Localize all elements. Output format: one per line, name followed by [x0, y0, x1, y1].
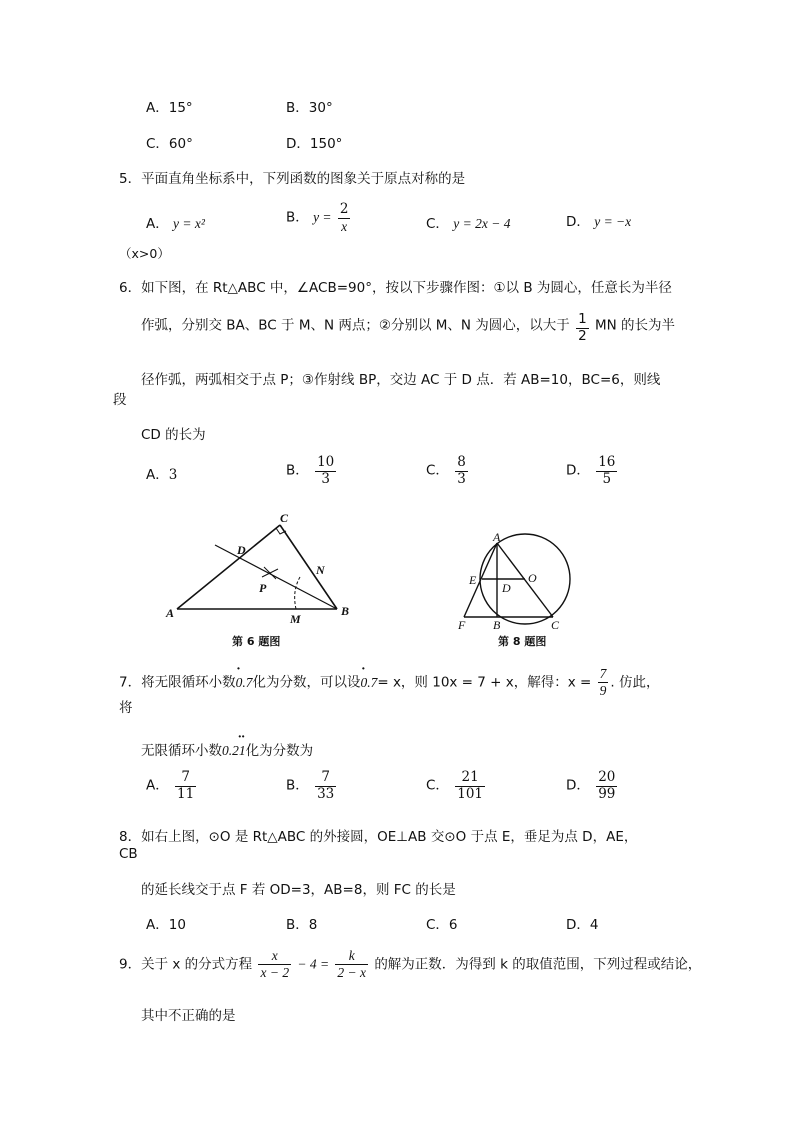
fig6-label-c: C: [280, 511, 289, 525]
q5-option-c: C． y = 2x − 4: [426, 216, 511, 232]
q4-option-d: D．150°: [286, 136, 343, 152]
fig8-label-d: D: [502, 581, 511, 595]
fig6-arc: [295, 577, 300, 609]
figure-8: [452, 528, 582, 650]
fig6-label-a: A: [166, 606, 175, 620]
q7-option-c: C． $\frac{21}{101}$: [426, 769, 484, 802]
q6-line3: 径作弧，两弧相交于点 P；③作射线 BP，交边 AC 于 D 点．若 AB=10，BC=6，则线: [141, 372, 661, 388]
q7-option-d: D． $\frac{20}{99}$: [566, 769, 616, 802]
fig8-caption: 第 8 题图: [498, 635, 547, 648]
fig6-label-b: B: [341, 604, 350, 618]
q8-line1: 8．如右上图，⊙O 是 Rt△ABC 的外接圆，OE⊥AB 交⊙O 于点 E，垂足为点 D，AE，: [119, 829, 638, 845]
fig6-label-n: N: [316, 563, 325, 577]
q5-option-b: B． y = $\frac{2}{x}$: [286, 201, 349, 234]
fig6-label-p: P: [259, 581, 267, 595]
q6-option-b: B． $\frac{10}{3}$: [286, 454, 335, 487]
q7-option-b: B． $\frac{7}{33}$: [286, 769, 335, 802]
q6-line1: 6．如下图，在 Rt△ABC 中，∠ACB=90°，按以下步骤作图：①以 B 为圆心，任意长为半径: [119, 280, 672, 296]
q6-line3b: 段: [113, 392, 127, 408]
fig6-caption: 第 6 题图: [232, 635, 281, 648]
q7-line1b: 将: [119, 700, 133, 716]
q6-option-a: A．3: [146, 467, 178, 483]
q8-line2: 的延长线交于点 F 若 OD=3，AB=8，则 FC 的长是: [141, 882, 456, 898]
fig8-label-c: C: [551, 618, 560, 632]
q4-option-c: C．60°: [146, 136, 193, 152]
q7-repeating-decimal-1: · 0.7: [236, 675, 253, 691]
q8-line1b: CB: [119, 846, 138, 862]
fig6-ray-bp: [215, 545, 337, 609]
q6-line4: CD 的长为: [141, 427, 206, 443]
fig8-label-a: A: [493, 530, 501, 544]
q5-extra-note: （x>0）: [119, 246, 170, 261]
q8-option-c: C．6: [426, 917, 458, 933]
q7-repeating-decimal-3: ·· 0.21: [222, 729, 246, 758]
q7-option-a: A． $\frac{7}{11}$: [146, 769, 195, 802]
q8-option-a: A．10: [146, 917, 186, 933]
q4-option-a: A．15°: [146, 100, 193, 116]
q6-option-c: C． $\frac{8}{3}$: [426, 454, 466, 487]
q7-line1: 7．将无限循环小数· 0.7化为分数，可以设· 0.7= x，则 10x = 7 + x，解得：x = $\frac{7}{9}$ . 仿此，: [119, 666, 660, 698]
fig6-label-m: M: [290, 612, 301, 626]
fig6-cross-2: [262, 569, 278, 577]
fig8-label-o: O: [528, 571, 537, 585]
q5-stem: 5．平面直角坐标系中，下列函数的图象关于原点对称的是: [119, 171, 466, 187]
q9-line1: 9．关于 x 的分式方程 $\frac{x}{x - 2}$ − 4 = $\frac{k}{2 - x}$ 的解为正数．为得到 k 的取值范围，下列过程或结论，: [119, 948, 702, 980]
q4-option-b: B．30°: [286, 100, 333, 116]
fig8-label-b: B: [493, 618, 501, 632]
fig6-side-cb: [280, 525, 337, 609]
fig8-label-f: F: [458, 618, 466, 632]
q9-line2: 其中不正确的是: [141, 1008, 236, 1024]
q6-line2: 作弧，分别交 BA、BC 于 M、N 两点；②分别以 M、N 为圆心，以大于 $\frac{1}{2}$ MN 的长为半: [141, 311, 676, 344]
q8-option-d: D．4: [566, 917, 599, 933]
fig6-label-d: D: [237, 543, 246, 557]
q6-option-d: D． $\frac{16}{5}$: [566, 454, 616, 487]
q8-option-b: B．8: [286, 917, 318, 933]
fig8-label-e: E: [469, 573, 477, 587]
fig8-line-ac: [497, 543, 553, 617]
q7-line2: 无限循环小数 ·· 0.21化为分数为: [141, 729, 314, 759]
q5-option-d: D． y = −x: [566, 214, 632, 230]
q5-option-a: A． y = x²: [146, 216, 205, 232]
q7-repeating-decimal-2: · 0.7: [360, 675, 377, 691]
figure-6: [160, 505, 370, 650]
